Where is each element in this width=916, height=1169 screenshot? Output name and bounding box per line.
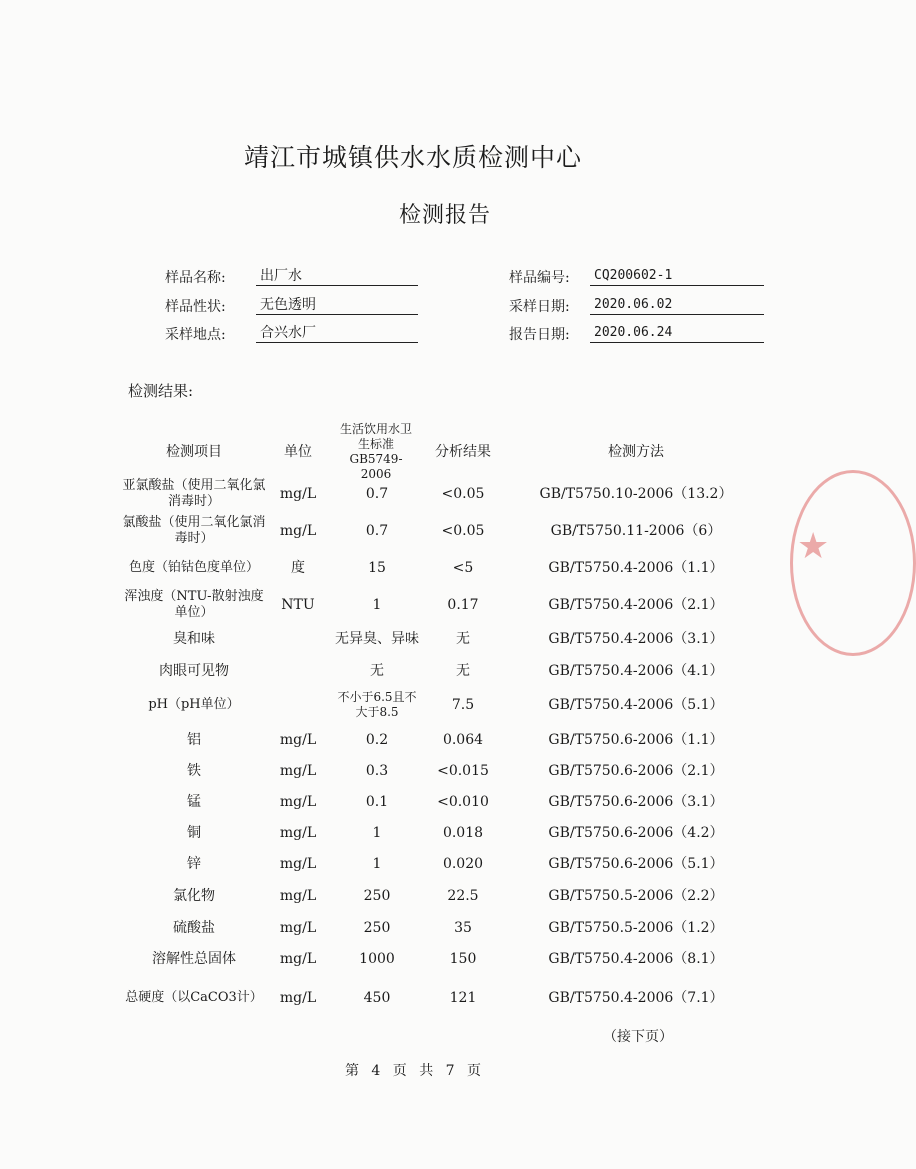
sample-no-value: CQ200602-1 (590, 266, 764, 286)
document-title: 检测报告 (398, 203, 491, 228)
header-standard: 生活饮用水卫生标准GB5749-2006 (339, 422, 412, 481)
cell-standard: 250 (363, 888, 391, 904)
cell-unit (268, 621, 328, 657)
sample-state-label: 样品性状: (165, 299, 226, 315)
cell-result: <0.015 (437, 763, 489, 779)
cell-method: GB/T5750.6-2006（4.2） (548, 825, 724, 841)
cell-result: 7.5 (451, 697, 475, 713)
cell-unit: mg/L (279, 763, 317, 779)
cell-item: 溶解性总固体 (152, 951, 236, 967)
cell-standard: 15 (368, 560, 386, 576)
cell-item: pH（pH单位） (148, 697, 240, 712)
cell-result: 35 (454, 920, 472, 936)
cell-item: 肉眼可见物 (159, 663, 229, 679)
cell-standard: 0.3 (365, 763, 389, 779)
cell-unit: mg/L (279, 732, 317, 748)
cell-standard: 250 (363, 920, 391, 936)
cell-item: 臭和味 (173, 631, 215, 647)
cell-result: 0.064 (442, 732, 484, 748)
cell-standard: 0.7 (365, 523, 389, 539)
cell-unit: mg/L (279, 825, 317, 841)
header-result: 分析结果 (435, 444, 491, 460)
cell-method: GB/T5750.4-2006（3.1） (548, 631, 724, 647)
cell-standard: 1 (372, 597, 382, 613)
cell-method: GB/T5750.6-2006（2.1） (548, 763, 724, 779)
cell-item: 氯酸盐（使用二氧化氯消毒时） (122, 515, 266, 546)
cell-result: <5 (452, 560, 474, 576)
cell-item: 锌 (187, 856, 201, 872)
cell-item: 色度（铂钴色度单位） (128, 560, 259, 575)
cell-unit: mg/L (279, 888, 317, 904)
cell-result: 0.020 (442, 856, 484, 872)
report-date-label: 报告日期: (509, 327, 570, 343)
cell-result: 0.018 (442, 825, 484, 841)
cell-standard: 450 (363, 990, 391, 1006)
cell-item: 硫酸盐 (173, 920, 215, 936)
cell-unit: mg/L (279, 990, 317, 1006)
cell-method: GB/T5750.10-2006（13.2） (539, 486, 733, 502)
results-label: 检测结果: (128, 382, 194, 400)
cell-unit: mg/L (279, 951, 317, 967)
cell-result: <0.010 (437, 794, 489, 810)
cell-result: <0.05 (441, 486, 485, 502)
cell-result: 121 (449, 990, 477, 1006)
cell-method: GB/T5750.5-2006（1.2） (548, 920, 724, 936)
cell-unit: NTU (281, 597, 315, 613)
cell-method: GB/T5750.5-2006（2.2） (548, 888, 724, 904)
location-value: 合兴水厂 (256, 323, 418, 343)
cell-unit (268, 687, 328, 723)
cell-method: GB/T5750.6-2006（1.1） (548, 732, 724, 748)
page-number: 第 4 页 共 7 页 (344, 1063, 482, 1079)
cell-method: GB/T5750.4-2006（2.1） (548, 597, 724, 613)
cell-unit: mg/L (279, 486, 317, 502)
header-unit: 单位 (284, 444, 312, 460)
sample-state-value: 无色透明 (256, 295, 418, 315)
cell-method: GB/T5750.6-2006（3.1） (548, 794, 724, 810)
header-item: 检测项目 (166, 444, 222, 460)
sample-no-label: 样品编号: (509, 270, 570, 286)
cell-standard: 1000 (359, 951, 395, 967)
sample-name-label: 样品名称: (165, 270, 226, 286)
cell-method: GB/T5750.4-2006（5.1） (548, 697, 724, 713)
cell-standard: 0.1 (365, 794, 389, 810)
cell-item: 铁 (187, 763, 201, 779)
cell-item: 亚氯酸盐（使用二氧化氯消毒时） (122, 478, 266, 509)
cell-item: 浑浊度（NTU-散射浊度单位） (124, 589, 264, 620)
cell-method: GB/T5750.4-2006（1.1） (548, 560, 724, 576)
cell-method: GB/T5750.11-2006（6） (550, 523, 722, 539)
header-method: 检测方法 (608, 444, 664, 460)
cell-result: 22.5 (447, 888, 479, 904)
cell-method: GB/T5750.4-2006（7.1） (548, 990, 724, 1006)
cell-item: 总硬度（以CaCO3计） (125, 990, 263, 1005)
org-title: 靖江市城镇供水水质检测中心 (243, 143, 582, 172)
continued-note: （接下页） (603, 1029, 673, 1045)
cell-unit: mg/L (279, 523, 317, 539)
sampling-date-label: 采样日期: (509, 299, 570, 315)
cell-item: 铝 (187, 732, 201, 748)
report-date-value: 2020.06.24 (590, 323, 764, 343)
cell-result: <0.05 (441, 523, 485, 539)
cell-standard: 1 (372, 856, 382, 872)
cell-standard: 无 (370, 663, 384, 679)
cell-method: GB/T5750.4-2006（8.1） (548, 951, 724, 967)
cell-unit: mg/L (279, 856, 317, 872)
stamp-star-icon: ★ (797, 526, 830, 567)
cell-unit: mg/L (279, 920, 317, 936)
cell-method: GB/T5750.4-2006（4.1） (548, 663, 724, 679)
location-label: 采样地点: (165, 327, 226, 343)
cell-unit: 度 (291, 560, 305, 576)
cell-standard: 不小于6.5且不大于8.5 (337, 690, 417, 719)
cell-result: 150 (449, 951, 477, 967)
cell-standard: 无异臭、异味 (335, 631, 419, 647)
sampling-date-value: 2020.06.02 (590, 295, 764, 315)
cell-item: 铜 (187, 825, 201, 841)
cell-method: GB/T5750.6-2006（5.1） (548, 856, 724, 872)
sample-name-value: 出厂水 (256, 266, 418, 286)
cell-unit (268, 653, 328, 689)
cell-result: 无 (456, 663, 470, 679)
cell-result: 无 (456, 631, 470, 647)
cell-unit: mg/L (279, 794, 317, 810)
cell-item: 氯化物 (173, 888, 215, 904)
cell-standard: 0.7 (365, 486, 389, 502)
cell-standard: 1 (372, 825, 382, 841)
cell-result: 0.17 (447, 597, 479, 613)
cell-standard: 0.2 (365, 732, 389, 748)
cell-item: 锰 (187, 794, 201, 810)
